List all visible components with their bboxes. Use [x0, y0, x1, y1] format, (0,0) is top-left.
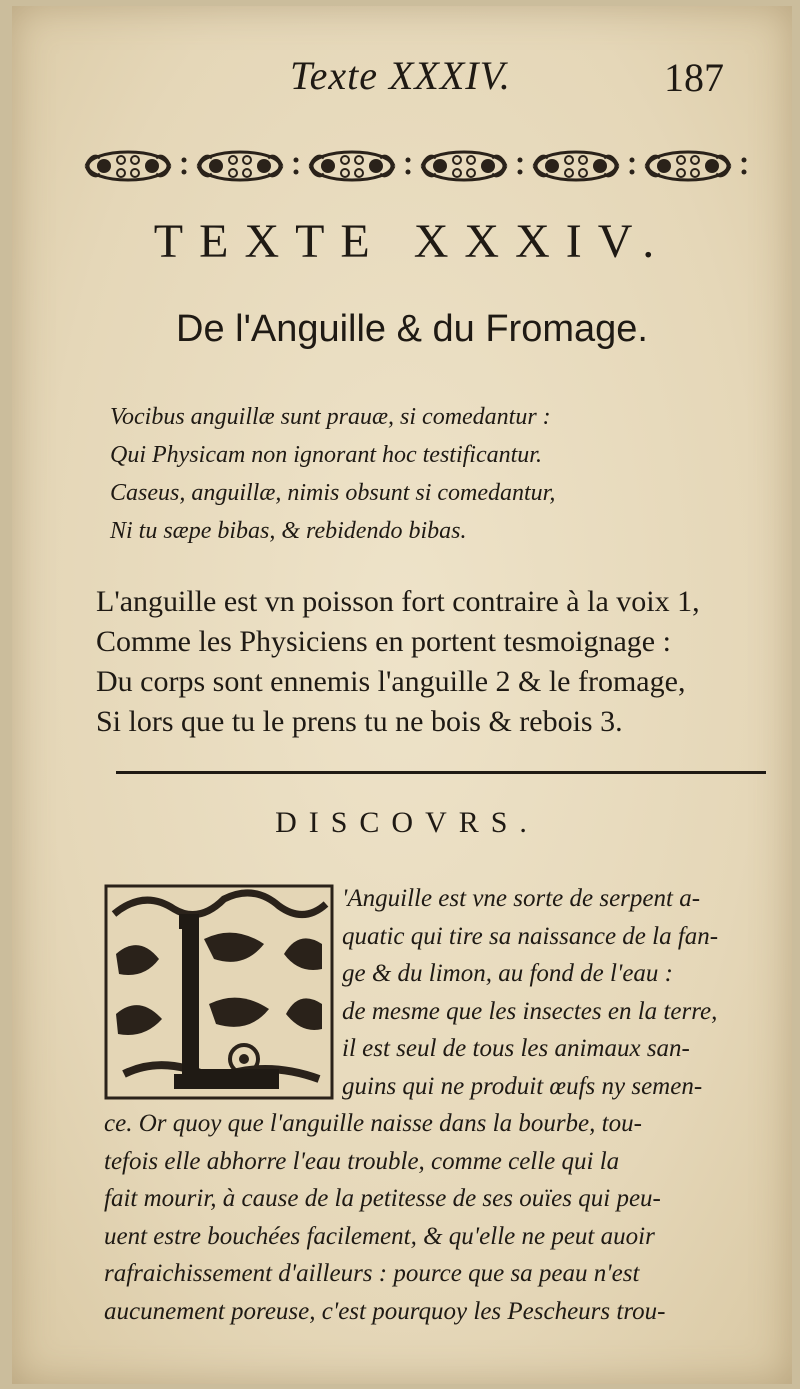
body-line: il est seul de tous les animaux san- — [342, 1035, 690, 1062]
ornament-band — [78, 142, 748, 190]
body-line: de mesme que les insectes en la terre, — [342, 997, 718, 1025]
body-line: 'Anguille est vne sorte de serpent a- — [342, 885, 701, 912]
body-line: ge & du limon, au fond de l'eau : — [342, 960, 673, 987]
page-header — [12, 44, 792, 104]
discours-heading: DISCOVRS. — [275, 806, 539, 839]
body-line: guins qui ne produit œufs ny semen- — [342, 1072, 703, 1100]
french-verses — [96, 582, 776, 742]
book-page — [12, 6, 792, 1384]
section-divider — [116, 771, 766, 774]
chapter-subtitle: De l'Anguille & du Fromage. — [176, 308, 648, 350]
latin-verse-line: Qui Physicam non ignorant hoc testificantur. — [110, 442, 542, 468]
body-line: aucunement poreuse, c'est pourquoy les Pescheurs trou- — [104, 1297, 666, 1325]
body-line: ce. Or quoy que l'anguille naisse dans la bourbe, tou- — [104, 1110, 642, 1137]
latin-verse-line: Caseus, anguillæ, nimis obsunt si comedantur, — [110, 480, 556, 506]
body-line: fait mourir, à cause de la petitesse de ses ouïes qui peu- — [104, 1185, 661, 1212]
body-line: quatic qui tire sa naissance de la fan- — [342, 922, 719, 950]
french-verse-line: Si lors que tu le prens tu ne bois & rebois 3. — [96, 705, 623, 738]
french-verse-line: Comme les Physiciens en portent tesmoignage : — [96, 625, 671, 658]
running-title: Texte XXXIV. — [290, 53, 511, 98]
body-line: tefois elle abhorre l'eau trouble, comme celle qui la — [104, 1147, 620, 1175]
french-verse-line: Du corps sont ennemis l'anguille 2 & le fromage, — [96, 665, 686, 698]
body-line: rafraichissement d'ailleurs : pource que sa peau n'est — [104, 1260, 640, 1287]
discours-body — [104, 880, 780, 1330]
body-line: uent estre bouchées facilement, & qu'elle ne peut auoir — [104, 1222, 655, 1250]
chapter-title: TEXTE XXXIV. — [153, 215, 671, 268]
french-verse-line: L'anguille est vn poisson fort contraire à la voix 1, — [96, 585, 700, 618]
page-number: 187 — [664, 55, 724, 100]
latin-verse-line: Vocibus anguillæ sunt prauæ, si comedantur : — [110, 404, 551, 430]
latin-verses — [110, 398, 730, 550]
latin-verse-line: Ni tu sæpe bibas, & rebidendo bibas. — [110, 518, 467, 544]
